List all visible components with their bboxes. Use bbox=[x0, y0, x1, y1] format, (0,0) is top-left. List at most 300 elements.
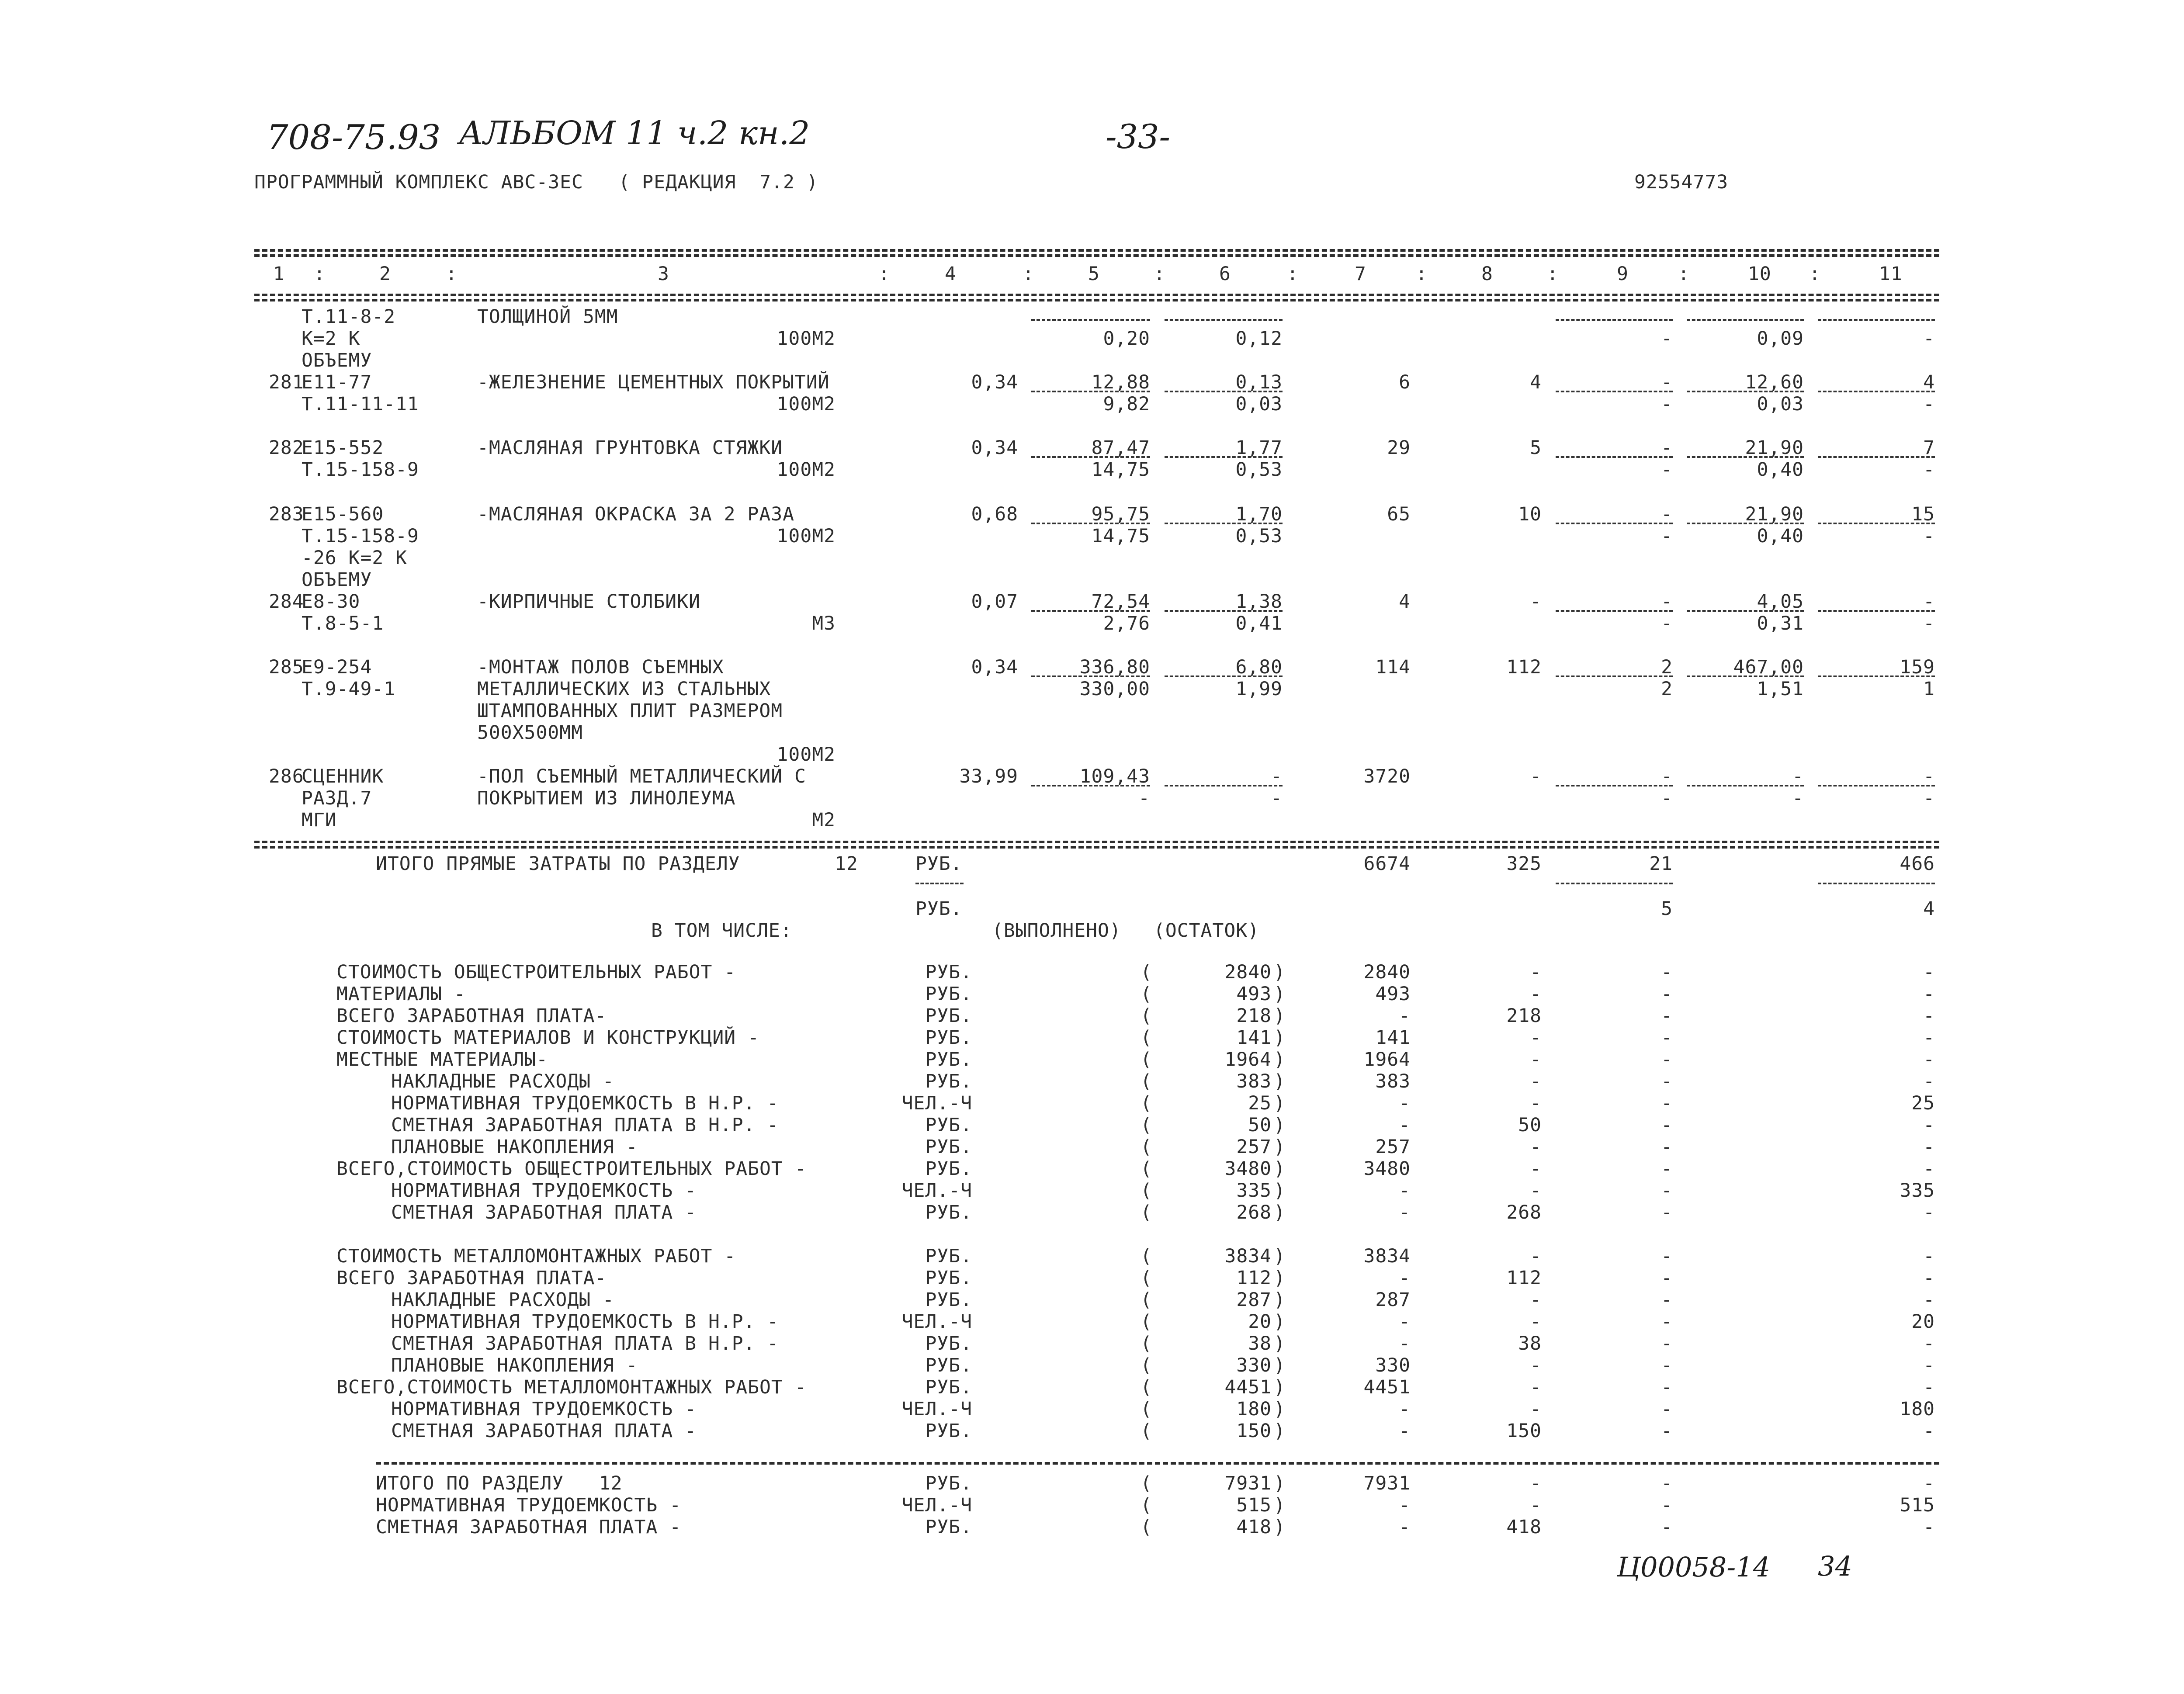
paren-close: ) bbox=[1274, 1267, 1286, 1289]
item-unit: М3 bbox=[812, 613, 835, 634]
breakdown-item-col7: 1964 bbox=[1363, 1049, 1411, 1070]
paren-open: ( bbox=[1141, 1420, 1152, 1442]
price-divider bbox=[1031, 391, 1150, 392]
breakdown-label: В ТОМ ЧИСЛЕ: bbox=[651, 920, 792, 942]
item-col7: 65 bbox=[1387, 503, 1411, 525]
breakdown-item-done: 218 bbox=[1236, 1005, 1272, 1027]
breakdown-item-col7: - bbox=[1399, 1267, 1411, 1289]
wage-divider bbox=[1165, 676, 1283, 677]
c11-divider bbox=[1818, 391, 1935, 392]
item-unit-wage: 1,38 bbox=[1235, 591, 1283, 613]
breakdown-item-col8: - bbox=[1530, 961, 1542, 983]
item-unit-wage: - bbox=[1271, 766, 1283, 787]
c10-divider bbox=[1687, 785, 1804, 786]
item-col10: 467,00 bbox=[1733, 656, 1804, 678]
c9-divider bbox=[1556, 610, 1673, 612]
column-header-4: 4 bbox=[945, 263, 957, 285]
paren-close: ) bbox=[1274, 1158, 1286, 1180]
column-header-8: 8 bbox=[1481, 263, 1493, 285]
column-separator: : bbox=[1416, 263, 1428, 285]
item-code-line: Е9-254 bbox=[302, 656, 372, 678]
item-description-line: ШТАМПОВАННЫХ ПЛИТ РАЗМЕРОМ bbox=[477, 700, 783, 722]
item-quantity: 0,34 bbox=[971, 437, 1018, 459]
item-description-line: -МАСЛЯНАЯ ГРУНТОВКА СТЯЖКИ bbox=[477, 437, 783, 459]
paren-open: ( bbox=[1141, 983, 1152, 1005]
item-col11: 15 bbox=[1911, 503, 1935, 525]
item-description-line: ТОЛЩИНОЙ 5ММ bbox=[477, 306, 618, 328]
program-title: ПРОГРАММНЫЙ КОМПЛЕКС АВС-3ЕС ( РЕДАКЦИЯ 7.2 ) bbox=[254, 171, 818, 193]
item-base-price: 330,00 bbox=[1079, 678, 1150, 700]
column-header-11: 11 bbox=[1879, 263, 1903, 285]
section-total-label: СМЕТНАЯ ЗАРАБОТНАЯ ПЛАТА - bbox=[376, 1516, 682, 1538]
breakdown-item-col8: - bbox=[1530, 1376, 1542, 1398]
item-col9-base: - bbox=[1661, 525, 1673, 547]
breakdown-item-col7: - bbox=[1399, 1092, 1411, 1114]
breakdown-item-unit: РУБ. bbox=[925, 1136, 972, 1158]
c9-divider bbox=[1556, 456, 1673, 458]
price-divider bbox=[1031, 785, 1150, 786]
breakdown-item-label: МАТЕРИАЛЫ - bbox=[336, 983, 466, 1005]
total-direct-col9-b: 5 bbox=[1661, 898, 1673, 920]
breakdown-item-done: 20 bbox=[1248, 1311, 1272, 1333]
item-code-line: Т.15-158-9 bbox=[302, 459, 419, 481]
paren-close: ) bbox=[1274, 1472, 1286, 1494]
breakdown-item-col9: - bbox=[1661, 1049, 1673, 1070]
wage-divider bbox=[1165, 523, 1283, 524]
breakdown-item-col9: - bbox=[1661, 1398, 1673, 1420]
section-total-col9: - bbox=[1661, 1516, 1673, 1538]
paren-open: ( bbox=[1141, 1049, 1152, 1070]
item-col10: 4,05 bbox=[1757, 591, 1804, 613]
total-direct-col11-b: 4 bbox=[1923, 898, 1935, 920]
breakdown-item-label: МЕСТНЫЕ МАТЕРИАЛЫ- bbox=[336, 1049, 548, 1070]
breakdown-item-done: 150 bbox=[1236, 1420, 1272, 1442]
section-total-unit: ЧЕЛ.-Ч bbox=[901, 1494, 972, 1516]
breakdown-item-col11: - bbox=[1923, 1267, 1935, 1289]
breakdown-item-col11: - bbox=[1923, 1114, 1935, 1136]
item-number: 286 bbox=[269, 766, 304, 787]
breakdown-item-done: 25 bbox=[1248, 1092, 1272, 1114]
paren-open: ( bbox=[1141, 1027, 1152, 1049]
breakdown-item-unit: ЧЕЛ.-Ч bbox=[901, 1311, 972, 1333]
wage-divider bbox=[1165, 391, 1283, 392]
breakdown-item-col9: - bbox=[1661, 1420, 1673, 1442]
breakdown-item-unit: РУБ. bbox=[925, 1267, 972, 1289]
breakdown-item-label: ПЛАНОВЫЕ НАКОПЛЕНИЯ - bbox=[391, 1136, 638, 1158]
breakdown-item-col9: - bbox=[1661, 1289, 1673, 1311]
wage-divider bbox=[1165, 610, 1283, 612]
wage-divider bbox=[1165, 785, 1283, 786]
item-col10: 21,90 bbox=[1745, 503, 1804, 525]
item-unit-price: 87,47 bbox=[1091, 437, 1150, 459]
item-base-wage: 0,03 bbox=[1235, 393, 1283, 415]
item-base-price: 9,82 bbox=[1103, 393, 1150, 415]
item-base-price: 14,75 bbox=[1091, 459, 1150, 481]
item-col11-base: - bbox=[1923, 459, 1935, 481]
section-total-label: НОРМАТИВНАЯ ТРУДОЕМКОСТЬ - bbox=[376, 1494, 682, 1516]
breakdown-item-label: НОРМАТИВНАЯ ТРУДОЕМКОСТЬ - bbox=[391, 1180, 697, 1202]
breakdown-item-done: 335 bbox=[1236, 1180, 1272, 1202]
item-col9: - bbox=[1661, 766, 1673, 787]
item-col8: 10 bbox=[1518, 503, 1542, 525]
breakdown-item-col8: - bbox=[1530, 1070, 1542, 1092]
column-separator: : bbox=[878, 263, 890, 285]
breakdown-item-done: 257 bbox=[1236, 1136, 1272, 1158]
item-base-price: 2,76 bbox=[1103, 613, 1150, 634]
breakdown-item-col9: - bbox=[1661, 1070, 1673, 1092]
paren-close: ) bbox=[1274, 1355, 1286, 1376]
paren-close: ) bbox=[1274, 1311, 1286, 1333]
column-separator: : bbox=[1547, 263, 1559, 285]
item-code-line: Т.8-5-1 bbox=[302, 613, 384, 634]
item-base-wage: 0,53 bbox=[1235, 525, 1283, 547]
item-description-line: -ЖЕЛЕЗНЕНИЕ ЦЕМЕНТНЫХ ПОКРЫТИЙ bbox=[477, 371, 830, 393]
paren-close: ) bbox=[1274, 1005, 1286, 1027]
breakdown-item-col9: - bbox=[1661, 1092, 1673, 1114]
breakdown-item-col8: - bbox=[1530, 1049, 1542, 1070]
paren-close: ) bbox=[1274, 1092, 1286, 1114]
breakdown-item-label: НАКЛАДНЫЕ РАСХОДЫ - bbox=[391, 1070, 614, 1092]
c10-divider bbox=[1687, 319, 1804, 321]
section-total-col9: - bbox=[1661, 1472, 1673, 1494]
breakdown-item-label: СМЕТНАЯ ЗАРАБОТНАЯ ПЛАТА В Н.Р. - bbox=[391, 1333, 779, 1355]
breakdown-item-col11: - bbox=[1923, 1376, 1935, 1398]
breakdown-item-label: НОРМАТИВНАЯ ТРУДОЕМКОСТЬ - bbox=[391, 1398, 697, 1420]
item-code-line: ОБЪЕМУ bbox=[302, 350, 372, 371]
item-code-line: Е8-30 bbox=[302, 591, 361, 613]
section-total-col7: - bbox=[1399, 1516, 1411, 1538]
breakdown-item-done: 50 bbox=[1248, 1114, 1272, 1136]
breakdown-item-unit: РУБ. bbox=[925, 1245, 972, 1267]
breakdown-item-col9: - bbox=[1661, 1158, 1673, 1180]
breakdown-item-done: 330 bbox=[1236, 1355, 1272, 1376]
paren-open: ( bbox=[1141, 1376, 1152, 1398]
breakdown-item-col8: - bbox=[1530, 1398, 1542, 1420]
breakdown-item-label: СТОИМОСТЬ МЕТАЛЛОМОНТАЖНЫХ РАБОТ - bbox=[336, 1245, 736, 1267]
document-number: 92554773 bbox=[1634, 171, 1729, 193]
breakdown-item-label: СТОИМОСТЬ ОБЩЕСТРОИТЕЛЬНЫХ РАБОТ - bbox=[336, 961, 736, 983]
column-separator: : bbox=[1154, 263, 1165, 285]
total-direct-col9: 21 bbox=[1649, 853, 1673, 875]
breakdown-item-col9: - bbox=[1661, 1311, 1673, 1333]
breakdown-item-unit: РУБ. bbox=[925, 1005, 972, 1027]
breakdown-item-unit: РУБ. bbox=[925, 1027, 972, 1049]
item-description-line: 500Х500ММ bbox=[477, 722, 583, 744]
item-number: 282 bbox=[269, 437, 304, 459]
column-header-5: 5 bbox=[1088, 263, 1100, 285]
item-col9: - bbox=[1661, 437, 1673, 459]
breakdown-item-col7: - bbox=[1399, 1202, 1411, 1223]
paren-close: ) bbox=[1274, 1494, 1286, 1516]
breakdown-item-done: 3834 bbox=[1224, 1245, 1272, 1267]
item-col11-base: - bbox=[1923, 787, 1935, 809]
item-col11-base: 1 bbox=[1923, 678, 1935, 700]
item-col10: 21,90 bbox=[1745, 437, 1804, 459]
breakdown-item-col8: - bbox=[1530, 1180, 1542, 1202]
item-base-wage: - bbox=[1271, 787, 1283, 809]
breakdown-item-col8: 38 bbox=[1518, 1333, 1542, 1355]
breakdown-item-col7: - bbox=[1399, 1114, 1411, 1136]
item-code-line: Е15-552 bbox=[302, 437, 384, 459]
paren-open: ( bbox=[1141, 1289, 1152, 1311]
paren-close: ) bbox=[1274, 1049, 1286, 1070]
breakdown-item-done: 1964 bbox=[1224, 1049, 1272, 1070]
item-col8: - bbox=[1530, 591, 1542, 613]
breakdown-item-col7: - bbox=[1399, 1420, 1411, 1442]
item-description-line: ПОКРЫТИЕМ ИЗ ЛИНОЛЕУМА bbox=[477, 787, 736, 809]
breakdown-item-col8: - bbox=[1530, 1311, 1542, 1333]
section-total-col8: - bbox=[1530, 1472, 1542, 1494]
items-bottom-rule-b bbox=[254, 846, 1939, 849]
item-col11: - bbox=[1923, 591, 1935, 613]
paren-close: ) bbox=[1274, 1516, 1286, 1538]
item-col9: 2 bbox=[1661, 656, 1673, 678]
breakdown-item-unit: ЧЕЛ.-Ч bbox=[901, 1092, 972, 1114]
breakdown-item-col9: - bbox=[1661, 1005, 1673, 1027]
section-total-col9: - bbox=[1661, 1494, 1673, 1516]
paren-close: ) bbox=[1274, 1136, 1286, 1158]
paren-close: ) bbox=[1274, 961, 1286, 983]
item-col7: 4 bbox=[1399, 591, 1411, 613]
paren-close: ) bbox=[1274, 1202, 1286, 1223]
paren-open: ( bbox=[1141, 1398, 1152, 1420]
breakdown-item-label: ВСЕГО,СТОИМОСТЬ ОБЩЕСТРОИТЕЛЬНЫХ РАБОТ - bbox=[336, 1158, 807, 1180]
paren-open: ( bbox=[1141, 1202, 1152, 1223]
breakdown-item-col8: 50 bbox=[1518, 1114, 1542, 1136]
item-unit: М2 bbox=[812, 809, 835, 831]
item-code-line: Т.15-158-9 bbox=[302, 525, 419, 547]
section-total-label: ИТОГО ПО РАЗДЕЛУ 12 bbox=[376, 1472, 623, 1494]
breakdown-item-col9: - bbox=[1661, 1376, 1673, 1398]
breakdown-item-label: СМЕТНАЯ ЗАРАБОТНАЯ ПЛАТА В Н.Р. - bbox=[391, 1114, 779, 1136]
breakdown-item-col11: - bbox=[1923, 961, 1935, 983]
column-header-9: 9 bbox=[1617, 263, 1629, 285]
total-direct-col8: 325 bbox=[1506, 853, 1542, 875]
item-col8: 112 bbox=[1506, 656, 1542, 678]
breakdown-item-col9: - bbox=[1661, 1245, 1673, 1267]
item-description-line: -МАСЛЯНАЯ ОКРАСКА ЗА 2 РАЗА bbox=[477, 503, 794, 525]
item-description-line: МЕТАЛЛИЧЕСКИХ ИЗ СТАЛЬНЫХ bbox=[477, 678, 771, 700]
item-quantity: 0,34 bbox=[971, 656, 1018, 678]
c9-divider bbox=[1556, 785, 1673, 786]
item-number: 285 bbox=[269, 656, 304, 678]
item-code-line: Е15-560 bbox=[302, 503, 384, 525]
paren-close: ) bbox=[1274, 1333, 1286, 1355]
table-header-rule-a bbox=[254, 254, 1939, 257]
breakdown-item-col11: 25 bbox=[1911, 1092, 1935, 1114]
breakdown-item-col7: - bbox=[1399, 1333, 1411, 1355]
handwritten-album-ref: АЛЬБОМ 11 ч.2 кн.2 bbox=[459, 114, 810, 152]
item-col11-base: - bbox=[1923, 613, 1935, 634]
item-unit-price: 109,43 bbox=[1079, 766, 1150, 787]
breakdown-item-col7: - bbox=[1399, 1005, 1411, 1027]
breakdown-item-col8: - bbox=[1530, 1245, 1542, 1267]
item-unit: 100М2 bbox=[777, 459, 835, 481]
wage-divider bbox=[1165, 456, 1283, 458]
item-unit: 100М2 bbox=[777, 525, 835, 547]
breakdown-item-col7: 493 bbox=[1375, 983, 1411, 1005]
item-col11: 4 bbox=[1923, 371, 1935, 393]
paren-open: ( bbox=[1141, 1311, 1152, 1333]
breakdown-item-col8: - bbox=[1530, 1355, 1542, 1376]
breakdown-item-unit: РУБ. bbox=[925, 1376, 972, 1398]
paren-open: ( bbox=[1141, 1070, 1152, 1092]
breakdown-item-col8: - bbox=[1530, 1027, 1542, 1049]
breakdown-item-unit: ЧЕЛ.-Ч bbox=[901, 1180, 972, 1202]
paren-open: ( bbox=[1141, 1333, 1152, 1355]
paren-close: ) bbox=[1274, 1420, 1286, 1442]
breakdown-item-label: НАКЛАДНЫЕ РАСХОДЫ - bbox=[391, 1289, 614, 1311]
breakdown-item-done: 4451 bbox=[1224, 1376, 1272, 1398]
breakdown-item-label: НОРМАТИВНАЯ ТРУДОЕМКОСТЬ В Н.Р. - bbox=[391, 1311, 779, 1333]
item-unit-price: 72,54 bbox=[1091, 591, 1150, 613]
section-total-col11: - bbox=[1923, 1472, 1935, 1494]
breakdown-item-unit: РУБ. bbox=[925, 961, 972, 983]
item-base-wage: 0,12 bbox=[1235, 328, 1283, 350]
breakdown-item-col9: - bbox=[1661, 1267, 1673, 1289]
c9-divider bbox=[1556, 523, 1673, 524]
item-col10-base: 0,40 bbox=[1757, 525, 1804, 547]
table-header-rule-b bbox=[254, 294, 1939, 296]
paren-open: ( bbox=[1141, 1472, 1152, 1494]
paren-open: ( bbox=[1141, 1516, 1152, 1538]
breakdown-item-col7: 257 bbox=[1375, 1136, 1411, 1158]
item-code-line: Т.11-11-11 bbox=[302, 393, 419, 415]
breakdown-item-col8: 150 bbox=[1506, 1420, 1542, 1442]
item-col10-base: 0,40 bbox=[1757, 459, 1804, 481]
item-base-wage: 1,99 bbox=[1235, 678, 1283, 700]
breakdown-item-col7: - bbox=[1399, 1398, 1411, 1420]
item-col8: 4 bbox=[1530, 371, 1542, 393]
item-code-line: МГИ bbox=[302, 809, 337, 831]
unit-divider bbox=[915, 883, 964, 884]
breakdown-item-done: 383 bbox=[1236, 1070, 1272, 1092]
breakdown-item-label: ВСЕГО ЗАРАБОТНАЯ ПЛАТА- bbox=[336, 1005, 607, 1027]
item-col9-base: 2 bbox=[1661, 678, 1673, 700]
paren-open: ( bbox=[1141, 1494, 1152, 1516]
section-total-col8: 418 bbox=[1506, 1516, 1542, 1538]
paren-open: ( bbox=[1141, 1114, 1152, 1136]
item-col9: - bbox=[1661, 328, 1673, 350]
item-number: 284 bbox=[269, 591, 304, 613]
item-col8: 5 bbox=[1530, 437, 1542, 459]
item-col9-base: - bbox=[1661, 459, 1673, 481]
breakdown-item-col11: - bbox=[1923, 1136, 1935, 1158]
breakdown-item-done: 141 bbox=[1236, 1027, 1272, 1049]
item-unit: 100М2 bbox=[777, 393, 835, 415]
c11-divider bbox=[1818, 785, 1935, 786]
breakdown-item-col7: 4451 bbox=[1363, 1376, 1411, 1398]
paren-open: ( bbox=[1141, 1136, 1152, 1158]
breakdown-item-done: 38 bbox=[1248, 1333, 1272, 1355]
paren-open: ( bbox=[1141, 1092, 1152, 1114]
column-header-1: 1 bbox=[273, 263, 285, 285]
c9-divider bbox=[1556, 676, 1673, 677]
breakdown-item-col9: - bbox=[1661, 1114, 1673, 1136]
breakdown-item-unit: РУБ. bbox=[925, 1289, 972, 1311]
item-col9-base: - bbox=[1661, 613, 1673, 634]
breakdown-item-col11: - bbox=[1923, 1158, 1935, 1180]
breakdown-item-col9: - bbox=[1661, 983, 1673, 1005]
breakdown-item-unit: РУБ. bbox=[925, 1049, 972, 1070]
item-code-line: Т.11-8-2 bbox=[302, 306, 396, 328]
price-divider bbox=[1031, 456, 1150, 458]
breakdown-item-col11: 335 bbox=[1900, 1180, 1935, 1202]
breakdown-item-col11: 180 bbox=[1900, 1398, 1935, 1420]
breakdown-item-col11: - bbox=[1923, 1289, 1935, 1311]
wage-divider bbox=[1165, 319, 1283, 321]
total-direct-label: ИТОГО ПРЯМЫЕ ЗАТРАТЫ ПО РАЗДЕЛУ bbox=[376, 853, 740, 875]
handwritten-project-code: 708-75.93 bbox=[267, 118, 441, 157]
column-header-2: 2 bbox=[379, 263, 391, 285]
item-col11-base: - bbox=[1923, 525, 1935, 547]
breakdown-item-done: 287 bbox=[1236, 1289, 1272, 1311]
breakdown-item-done: 268 bbox=[1236, 1202, 1272, 1223]
column-separator: : bbox=[1678, 263, 1690, 285]
breakdown-item-unit: РУБ. bbox=[925, 1420, 972, 1442]
item-code-line: РАЗД.7 bbox=[302, 787, 372, 809]
item-base-wage: 0,53 bbox=[1235, 459, 1283, 481]
table-header-rule-c bbox=[254, 299, 1939, 301]
section-total-col11: - bbox=[1923, 1516, 1935, 1538]
breakdown-item-col11: - bbox=[1923, 1070, 1935, 1092]
paren-close: ) bbox=[1274, 1289, 1286, 1311]
breakdown-item-label: СМЕТНАЯ ЗАРАБОТНАЯ ПЛАТА - bbox=[391, 1420, 697, 1442]
breakdown-item-col9: - bbox=[1661, 1136, 1673, 1158]
c11-divider bbox=[1818, 456, 1935, 458]
breakdown-item-done: 493 bbox=[1236, 983, 1272, 1005]
breakdown-item-done: 2840 bbox=[1224, 961, 1272, 983]
item-col11-base: - bbox=[1923, 393, 1935, 415]
breakdown-item-col9: - bbox=[1661, 1355, 1673, 1376]
item-base-wage: 0,41 bbox=[1235, 613, 1283, 634]
item-col10-base: - bbox=[1792, 787, 1804, 809]
breakdown-item-col11: - bbox=[1923, 1027, 1935, 1049]
item-col9-base: - bbox=[1661, 393, 1673, 415]
breakdown-item-col7: 330 bbox=[1375, 1355, 1411, 1376]
breakdown-item-unit: РУБ. bbox=[925, 1070, 972, 1092]
price-divider bbox=[1031, 676, 1150, 677]
section-total-col11: 515 bbox=[1900, 1494, 1935, 1516]
page-number: -33- bbox=[1106, 117, 1171, 156]
breakdown-item-col11: - bbox=[1923, 1420, 1935, 1442]
item-code-line: Е11-77 bbox=[302, 371, 372, 393]
breakdown-item-done: 112 bbox=[1236, 1267, 1272, 1289]
section-total-unit: РУБ. bbox=[925, 1516, 972, 1538]
price-divider bbox=[1031, 319, 1150, 321]
price-divider bbox=[1031, 523, 1150, 524]
handwritten-sheet-number: 34 bbox=[1818, 1550, 1852, 1582]
item-col11: - bbox=[1923, 766, 1935, 787]
breakdown-item-col8: 218 bbox=[1506, 1005, 1542, 1027]
paren-open: ( bbox=[1141, 1180, 1152, 1202]
breakdown-item-col7: 2840 bbox=[1363, 961, 1411, 983]
item-quantity: 33,99 bbox=[959, 766, 1018, 787]
breakdown-item-col8: - bbox=[1530, 1158, 1542, 1180]
item-description-line: -КИРПИЧНЫЕ СТОЛБИКИ bbox=[477, 591, 700, 613]
breakdown-item-col7: 383 bbox=[1375, 1070, 1411, 1092]
item-code-line: ОБЪЕМУ bbox=[302, 569, 372, 591]
c11-divider bbox=[1818, 319, 1935, 321]
breakdown-item-label: ПЛАНОВЫЕ НАКОПЛЕНИЯ - bbox=[391, 1355, 638, 1376]
item-code-line: СЦЕННИК bbox=[302, 766, 384, 787]
item-code-line: Т.9-49-1 bbox=[302, 678, 396, 700]
item-base-price: - bbox=[1138, 787, 1150, 809]
paren-close: ) bbox=[1274, 1376, 1286, 1398]
item-col10-base: 1,51 bbox=[1757, 678, 1804, 700]
item-unit-wage: 1,77 bbox=[1235, 437, 1283, 459]
item-code-line: К=2 К bbox=[302, 328, 361, 350]
